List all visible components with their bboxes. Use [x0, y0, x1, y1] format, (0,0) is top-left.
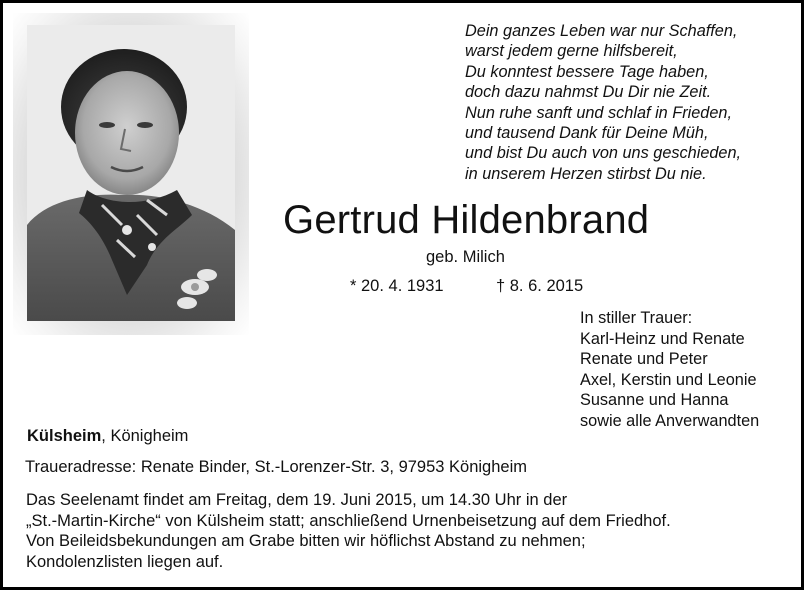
mourners-heading: In stiller Trauer: [580, 309, 693, 327]
death-date: † 8. 6. 2015 [496, 277, 584, 295]
poem-line: doch dazu nahmst Du Dir nie Zeit. [465, 83, 712, 102]
portrait-photo [27, 25, 235, 321]
service-notice [26, 490, 671, 572]
poem-line: Nun ruhe sanft und schlaf in Frieden, [465, 103, 732, 122]
notice-line: Von Beileidsbekundungen am Grabe bitten wir höflichst Abstand zu nehmen; [26, 532, 586, 551]
portrait-vignette [13, 13, 249, 335]
place-secondary: , Königheim [101, 427, 189, 445]
poem-line: und bist Du auch von uns geschieden, [465, 144, 742, 163]
poem-line: Du konntest bessere Tage haben, [465, 62, 709, 81]
mourner-line: Karl-Heinz und Renate [580, 329, 745, 348]
place-line [27, 426, 188, 446]
mourner-line: Renate und Peter [580, 350, 708, 369]
deceased-name: Gertrud Hildenbrand [283, 198, 650, 242]
mourning-address: Traueradresse: Renate Binder, St.-Lorenzer-Str. 3, 97953 Königheim [25, 458, 528, 476]
mourner-line: Axel, Kerstin und Leonie [580, 370, 757, 389]
poem-line: und tausend Dank für Deine Müh, [465, 124, 709, 143]
poem-line: warst jedem gerne hilfsbereit, [465, 42, 678, 61]
mourners-list [580, 308, 759, 432]
place-primary: Külsheim [27, 427, 102, 445]
poem-line: in unserem Herzen stirbst Du nie. [465, 164, 707, 183]
mourner-line: sowie alle Anverwandten [580, 411, 760, 430]
portrait-illustration [27, 25, 235, 321]
mourner-line: Susanne und Hanna [580, 391, 729, 410]
poem-line: Dein ganzes Leben war nur Schaffen, [465, 22, 738, 40]
maiden-name: geb. Milich [426, 248, 505, 266]
notice-line: „St.-Martin-Kirche“ von Külsheim statt; anschließend Urnenbeisetzung auf dem Friedhof. [26, 511, 671, 530]
notice-line: Das Seelenamt findet am Freitag, dem 19. Juni 2015, um 14.30 Uhr in der [26, 491, 568, 509]
notice-line: Kondolenzlisten liegen auf. [26, 552, 224, 571]
birth-date: * 20. 4. 1931 [350, 277, 444, 295]
poem [465, 21, 795, 184]
